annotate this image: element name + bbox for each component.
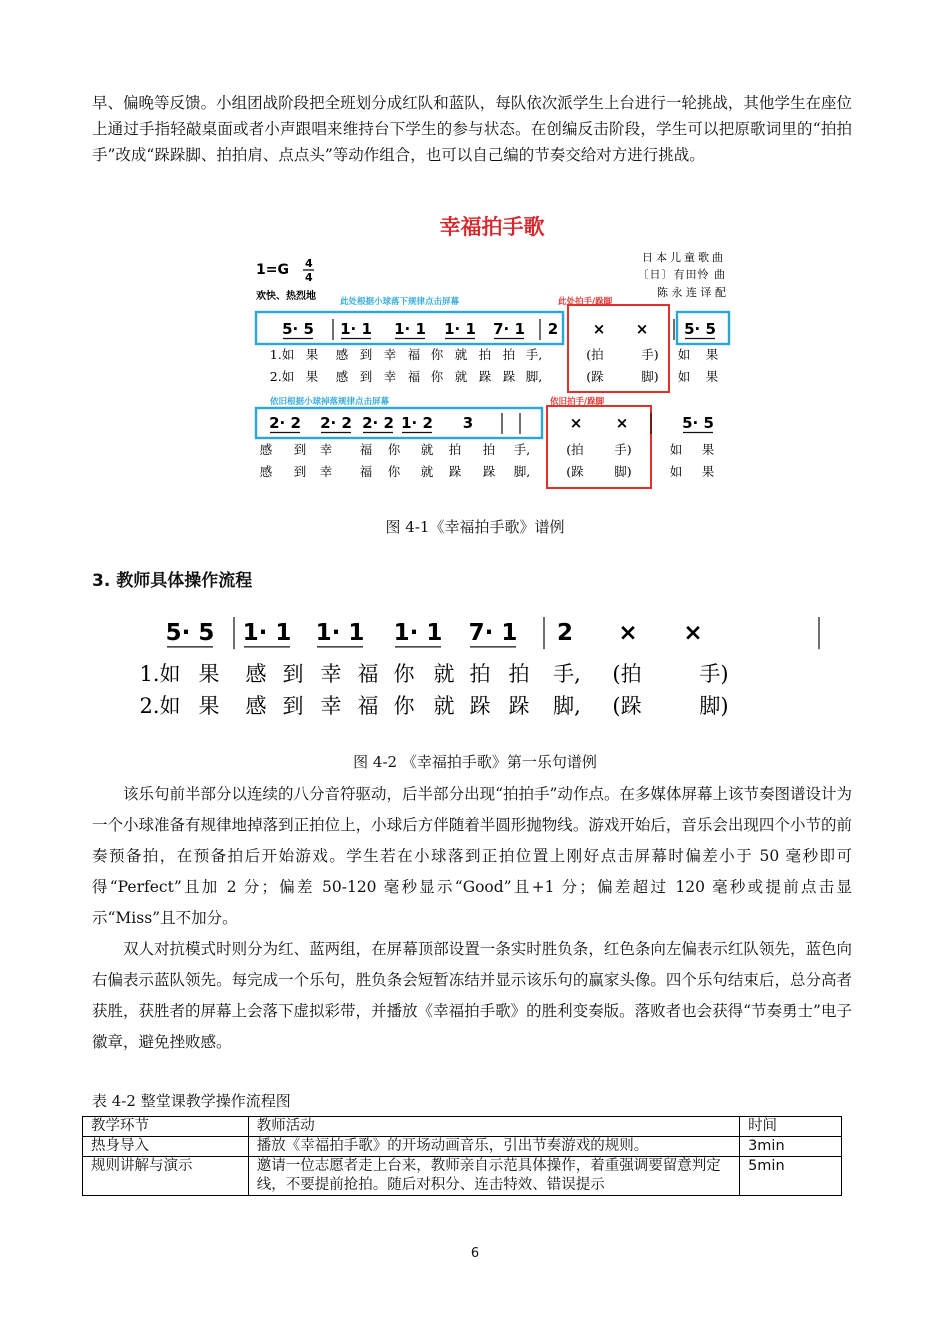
lyric-syllable: 脚, xyxy=(525,369,543,384)
note-group: 1· 1 xyxy=(444,320,476,338)
lyric-syllable: 感 xyxy=(245,694,267,718)
row1-lyric-verse1 xyxy=(270,347,719,362)
lyric-syllable: 2.如 xyxy=(269,369,295,384)
lyric-syllable: 果 xyxy=(198,694,220,718)
note-group: 2· 2 xyxy=(362,414,394,432)
lyric-syllable: 跺 xyxy=(448,464,462,479)
lyric-syllable: 福 xyxy=(359,442,373,457)
paragraph-2: 该乐句前半部分以连续的八分音符驱动，后半部分出现“拍拍手”动作点。在多媒体屏幕上该节奏图谱设计为一个小球准备有规律地掉落到正拍位上，小球后方伴随着半圆形抛物线。游戏开始后，音乐会出现四个小节的前奏预备拍，在预备拍后开始游戏。学生若在小球落到正拍位置上刚好点击屏幕时偏差小于 50 毫秒即可得“Perfect”且加 2 分；偏差 50-120 毫秒显示“Good”且+1 分；偏差超过 120 毫秒或提前点击显示“Miss”且不加分。 xyxy=(92,785,852,927)
lyric-syllable: 幸 xyxy=(319,464,333,479)
note-group: 7· 1 xyxy=(493,320,525,338)
red-note-2: 依旧拍手/跺脚 xyxy=(550,397,605,407)
lyric-syllable: 幸 xyxy=(320,662,342,686)
lyric-syllable: 脚) xyxy=(614,464,632,479)
lyric-syllable: 脚, xyxy=(553,694,581,718)
row2-notes xyxy=(269,413,714,434)
lyric-syllable: 你 xyxy=(393,662,415,686)
paragraph-3: 双人对抗模式时则分为红、蓝两组，在屏幕顶部设置一条实时胜负条，红色条向左偏表示红队领先，蓝色向右偏表示蓝队领先。每完成一个乐句，胜负条会短暂冻结并显示该乐句的赢家头像。四个乐句结束后，总分高者获胜，获胜者的屏幕上会落下虚拟彩带，并播放《幸福拍手歌》的胜利变奏版。落败者也会获得“节奏勇士”电子徽章，避免挫败感。 xyxy=(92,940,852,1051)
row1-notes xyxy=(282,319,716,340)
lyric-syllable: 脚) xyxy=(641,369,659,384)
lyric-syllable: (拍 xyxy=(612,662,642,686)
score-key: 1=G xyxy=(256,262,289,278)
lyric-syllable: 到 xyxy=(293,464,307,479)
lyric-syllable: 手, xyxy=(553,662,581,686)
lyric-syllable: 果 xyxy=(705,369,719,384)
note-group: 1· 1 xyxy=(394,320,426,338)
note-group: 2· 2 xyxy=(269,414,301,432)
table-row xyxy=(83,1137,842,1157)
lyric-syllable: 你 xyxy=(430,369,444,384)
lyric-syllable: (跺 xyxy=(586,369,604,384)
lyric-syllable: 拍 xyxy=(508,662,530,686)
lyric-syllable: 脚, xyxy=(513,464,531,479)
table-caption: 表 4-2 整堂课教学操作流程图 xyxy=(92,1092,291,1110)
lyric-syllable: 手) xyxy=(699,662,729,686)
table-header-cell: 教学环节 xyxy=(83,1117,249,1137)
lyric-syllable: 跺 xyxy=(469,694,491,718)
table-cell: 规则讲解与演示 xyxy=(83,1157,249,1196)
score-credit-3: 陈 永 连 译 配 xyxy=(657,286,726,299)
row1-lyric-verse2 xyxy=(270,369,719,384)
fig2-lyric-verse1 xyxy=(139,662,728,686)
lyric-syllable: 幸 xyxy=(320,694,342,718)
fig2-notes xyxy=(166,617,819,649)
row2-lyric-verse1 xyxy=(260,442,715,457)
lyric-syllable: 果 xyxy=(305,347,319,362)
lyric-syllable: 福 xyxy=(407,347,421,362)
lyric-syllable: 福 xyxy=(407,369,421,384)
lyric-syllable: 手, xyxy=(525,347,543,362)
note-group: 1· 1 xyxy=(242,620,292,646)
note-group: 2 xyxy=(556,620,574,646)
lyric-syllable: 幸 xyxy=(319,442,333,457)
lyric-syllable: 果 xyxy=(701,464,715,479)
lyric-syllable: 如 xyxy=(677,369,691,384)
lyric-syllable: 到 xyxy=(282,662,304,686)
lyric-syllable: 就 xyxy=(420,442,434,457)
lyric-syllable: 跺 xyxy=(508,694,530,718)
lyric-syllable: 拍 xyxy=(482,442,496,457)
time-sig-bottom: 4 xyxy=(305,271,313,284)
table-cell: 播放《幸福拍手歌》的开场动画音乐，引出节奏游戏的规则。 xyxy=(248,1137,739,1157)
score-tempo: 欢快、热烈地 xyxy=(256,291,316,302)
fig2-lyric-verse2 xyxy=(139,694,728,718)
lyric-syllable: 拍 xyxy=(448,442,462,457)
lyric-syllable: 就 xyxy=(420,464,434,479)
time-sig-top: 4 xyxy=(305,257,313,270)
page-number: 6 xyxy=(470,1246,480,1261)
section-heading: 3. 教师具体操作流程 xyxy=(92,571,253,591)
figure-4-1-caption: 图 4-1《幸福拍手歌》谱例 xyxy=(385,518,565,536)
clap-note: × xyxy=(569,414,583,432)
lyric-syllable: 福 xyxy=(357,694,379,718)
lyric-syllable: 脚) xyxy=(699,694,729,718)
lyric-syllable: 跺 xyxy=(478,369,492,384)
intro-paragraph: 早、偏晚等反馈。小组团战阶段把全班划分成红队和蓝队，每队依次派学生上台进行一轮挑战，其他学生在座位上通过手指轻敲桌面或者小声跟唱来维持台下学生的参与状态。在创编反击阶段，学生可以把原歌词里的“拍拍手”改成“跺跺脚、拍拍肩、点点头”等动作组合，也可以自己编的节奏交给对方进行挑战。 xyxy=(92,94,852,164)
lyric-syllable: 果 xyxy=(701,442,715,457)
lyric-syllable: 拍 xyxy=(478,347,492,362)
lyric-syllable: 感 xyxy=(245,662,267,686)
lyric-syllable: 就 xyxy=(433,662,455,686)
table-header-cell: 教师活动 xyxy=(248,1117,739,1137)
lyric-syllable: 感 xyxy=(259,464,273,479)
note-group: 1· 2 xyxy=(401,414,433,432)
note-group: 1· 1 xyxy=(340,320,372,338)
lyric-syllable: 福 xyxy=(357,662,379,686)
note-group: 5· 5 xyxy=(282,320,314,338)
lyric-syllable: 2.如 xyxy=(139,694,181,718)
lyric-syllable: 果 xyxy=(305,369,319,384)
score-credit-2: 〔日〕有田怜 曲 xyxy=(637,268,726,281)
table-cell: 5min xyxy=(740,1157,842,1196)
score-credit-1: 日本儿童歌曲 xyxy=(642,251,726,264)
table-cell: 3min xyxy=(740,1137,842,1157)
clap-note: × xyxy=(618,620,638,646)
figure-4-2-caption: 图 4-2 《幸福拍手歌》第一乐句谱例 xyxy=(353,753,597,771)
red-box-row2 xyxy=(547,406,651,488)
lyric-syllable: 果 xyxy=(705,347,719,362)
lyric-syllable: 感 xyxy=(259,442,273,457)
lyric-syllable: 就 xyxy=(454,369,468,384)
table-cell: 热身导入 xyxy=(83,1137,249,1157)
clap-note: × xyxy=(683,620,703,646)
lyric-syllable: 1.如 xyxy=(139,662,181,686)
lyric-syllable: 如 xyxy=(669,464,683,479)
figure-4-1-score xyxy=(250,210,734,496)
lyric-syllable: 拍 xyxy=(469,662,491,686)
blue-note-1: 此处根据小球落下规律点击屏幕 xyxy=(340,297,460,307)
note-group: 3 xyxy=(462,414,474,432)
table-row xyxy=(83,1157,842,1196)
lyric-syllable: 手, xyxy=(513,442,531,457)
lyric-syllable: 幸 xyxy=(383,347,397,362)
row2-lyric-verse2 xyxy=(260,464,715,479)
lyric-syllable: 幸 xyxy=(383,369,397,384)
lyric-syllable: 就 xyxy=(454,347,468,362)
clap-note: × xyxy=(615,414,629,432)
clap-note: × xyxy=(592,320,606,338)
table-cell: 邀请一位志愿者走上台来，教师亲自示范具体操作，着重强调要留意判定线，不要提前抢拍。随后对积分、连击特效、错误提示 xyxy=(248,1157,739,1196)
lyric-syllable: 跺 xyxy=(482,464,496,479)
lyric-syllable: 1.如 xyxy=(269,347,295,362)
lyric-syllable: 你 xyxy=(387,442,401,457)
lyric-syllable: 手) xyxy=(641,347,659,362)
lyric-syllable: 感 xyxy=(335,347,349,362)
lyric-syllable: 感 xyxy=(335,369,349,384)
lyric-syllable: 你 xyxy=(430,347,444,362)
lyric-syllable: 就 xyxy=(433,694,455,718)
lyric-syllable: 如 xyxy=(669,442,683,457)
note-group: 2· 2 xyxy=(320,414,352,432)
note-group: 5· 5 xyxy=(684,320,716,338)
note-group: 1· 1 xyxy=(315,620,365,646)
lyric-syllable: 到 xyxy=(293,442,307,457)
note-group: 1· 1 xyxy=(393,620,443,646)
lyric-syllable: (跺 xyxy=(566,464,584,479)
score-title: 幸福拍手歌 xyxy=(439,215,545,239)
lyric-syllable: 跺 xyxy=(502,369,516,384)
note-group: 2 xyxy=(547,320,559,338)
table-header-row xyxy=(83,1117,842,1137)
figure-4-2-score xyxy=(130,608,830,726)
lyric-syllable: (拍 xyxy=(566,442,584,457)
lyric-syllable: (跺 xyxy=(612,694,642,718)
clap-note: × xyxy=(635,320,649,338)
note-group: 5· 5 xyxy=(682,414,714,432)
lyric-syllable: 手) xyxy=(614,442,632,457)
lyric-syllable: 如 xyxy=(677,347,691,362)
lyric-syllable: 到 xyxy=(359,347,373,362)
red-note-1: 此处拍手/跺脚 xyxy=(558,297,613,307)
lyric-syllable: 果 xyxy=(198,662,220,686)
lyric-syllable: (拍 xyxy=(586,347,604,362)
lyric-syllable: 拍 xyxy=(502,347,516,362)
lyric-syllable: 你 xyxy=(387,464,401,479)
note-group: 5· 5 xyxy=(165,620,215,646)
lyric-syllable: 福 xyxy=(359,464,373,479)
lyric-syllable: 到 xyxy=(359,369,373,384)
lyric-syllable: 你 xyxy=(393,694,415,718)
blue-note-2: 依旧根据小球掉落规律点击屏幕 xyxy=(270,397,390,407)
lyric-syllable: 到 xyxy=(282,694,304,718)
teaching-flow-table xyxy=(82,1116,842,1196)
note-group: 7· 1 xyxy=(468,620,518,646)
table-header-cell: 时间 xyxy=(740,1117,842,1137)
